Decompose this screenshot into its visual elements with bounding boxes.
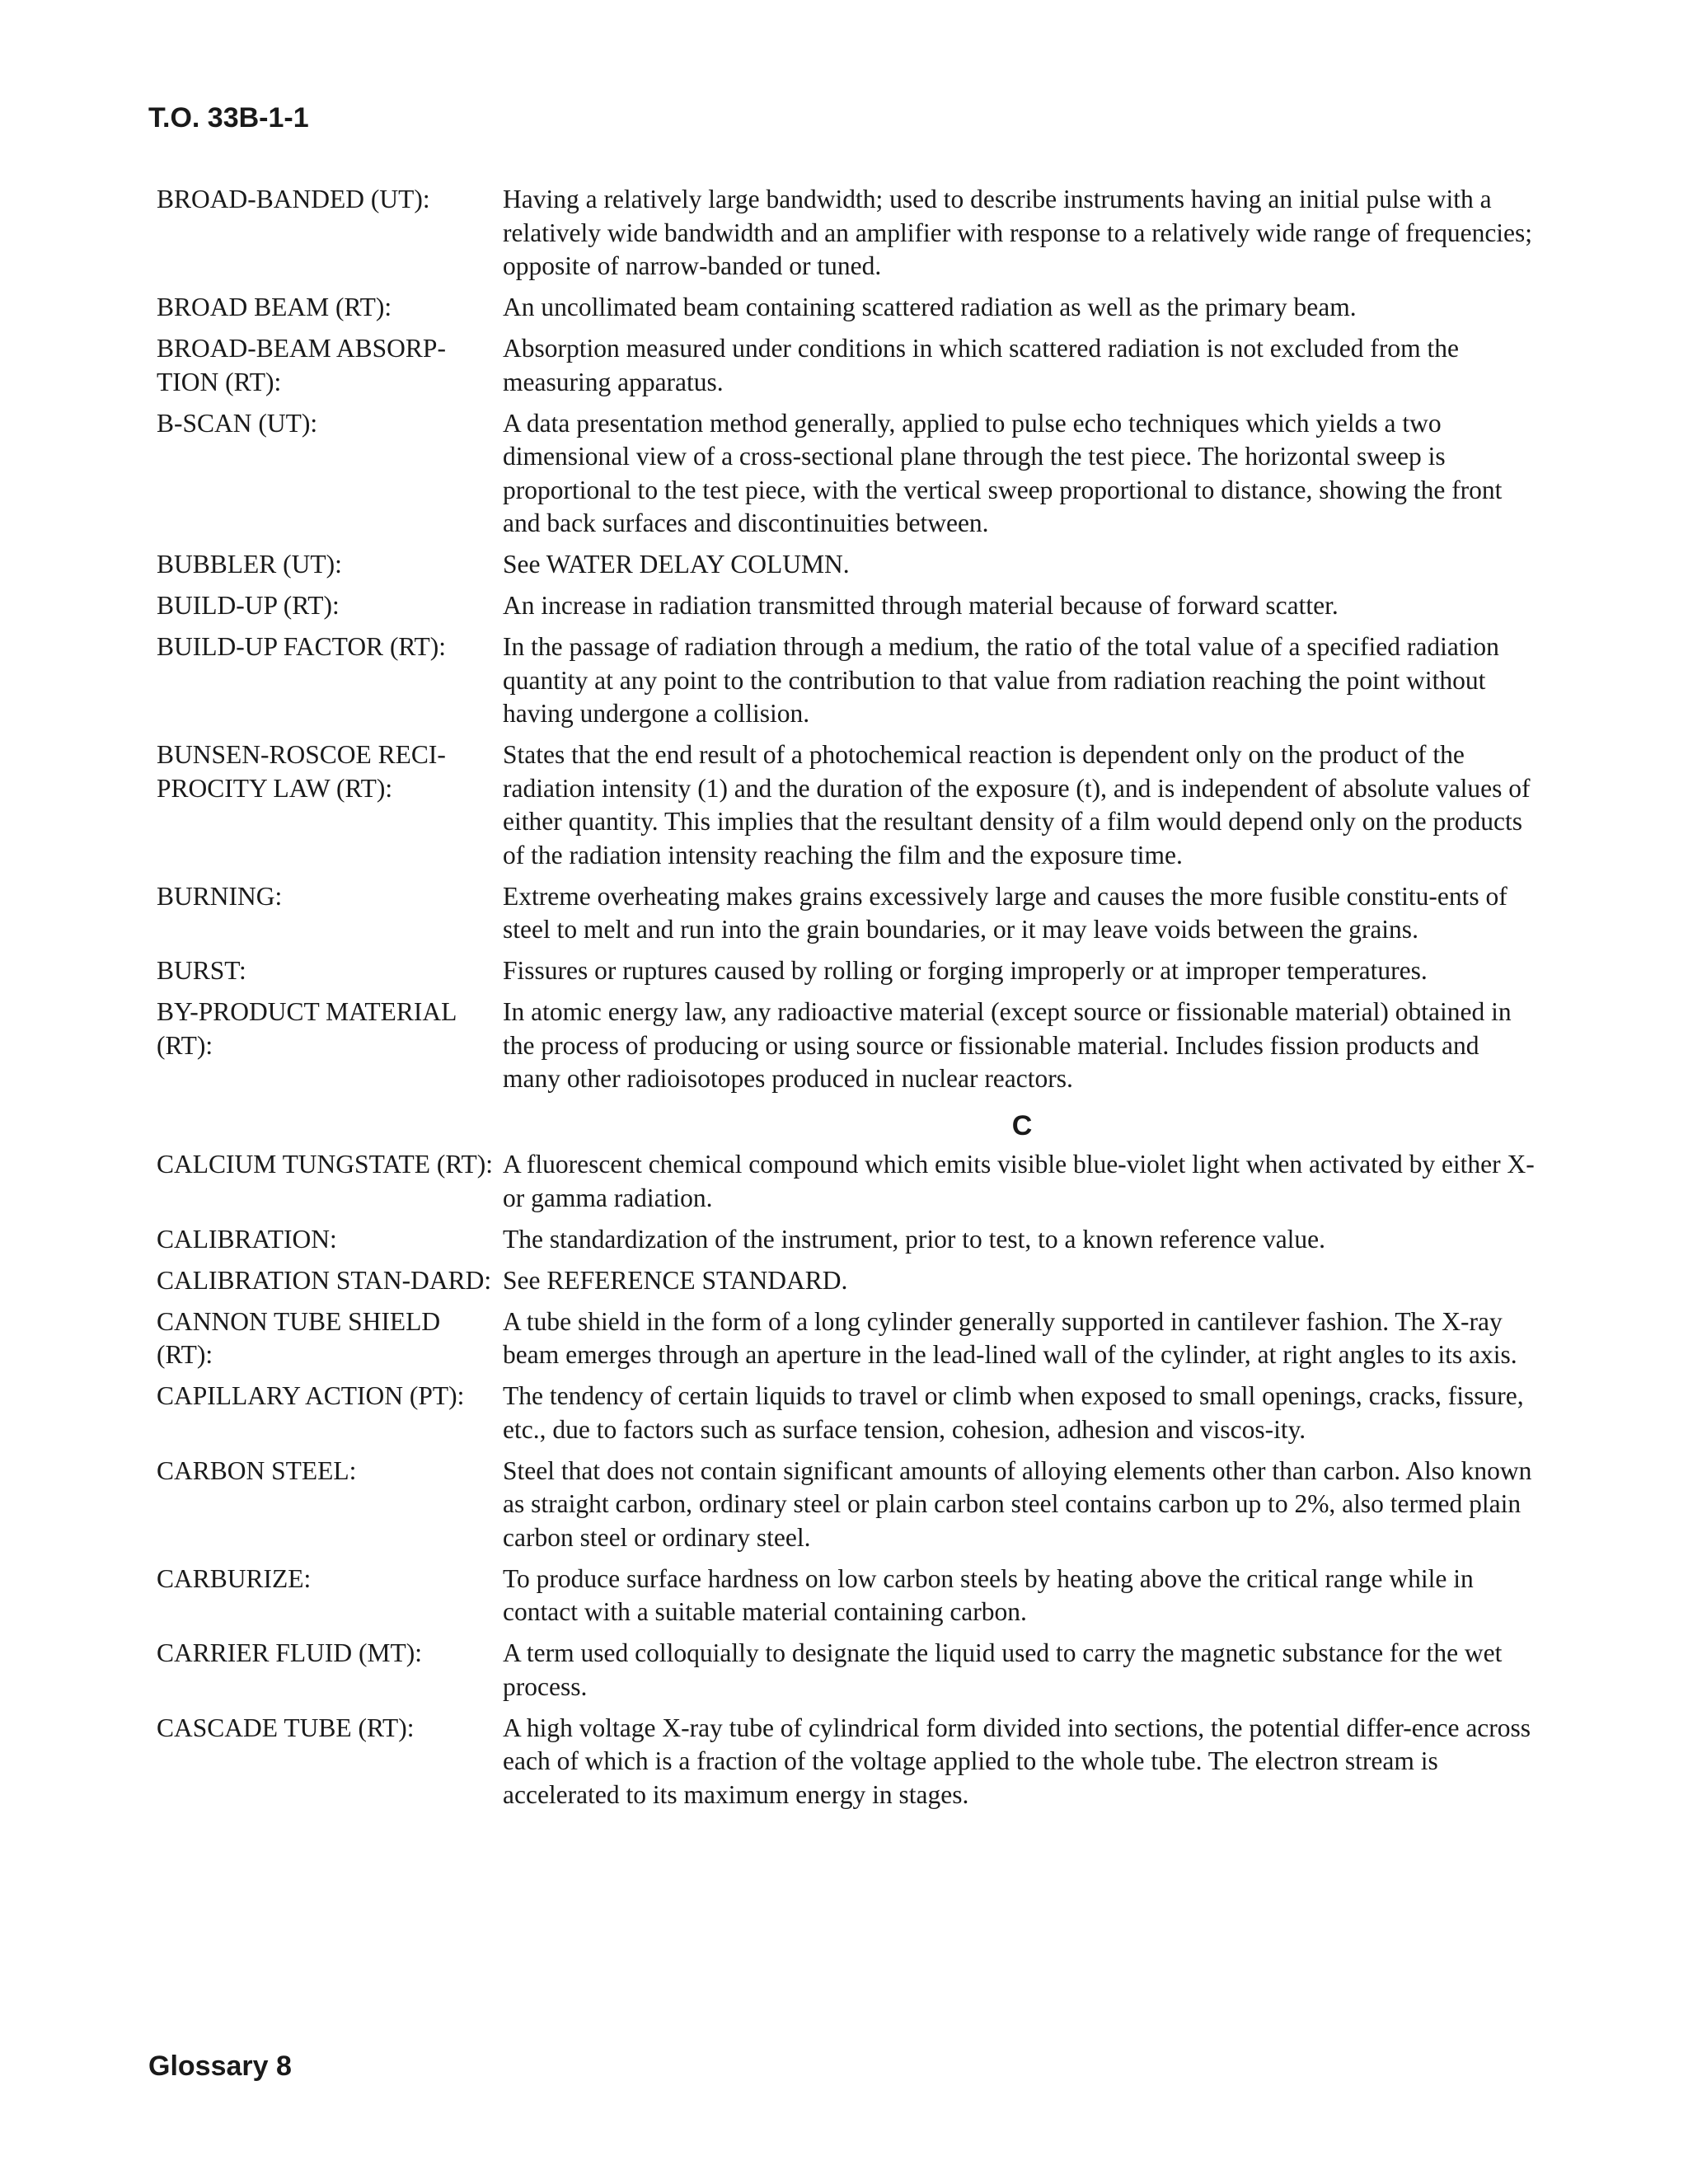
- glossary-term: CARBON STEEL:: [157, 1455, 357, 1485]
- glossary-definition: States that the end result of a photochemical reaction is dependent only on the product of the radiation intensity (1) and the duration of the exposure (t), and is independent of absolute values of either quantity. This implies that the resultant density of a film would depend only on the products of the radiation intensity reaching the film and the exposure time.: [503, 740, 1531, 869]
- section-heading-c: C: [1011, 1110, 1033, 1141]
- glossary-definition: Fissures or ruptures caused by rolling or forging improperly or at improper temperatures.: [503, 956, 1428, 985]
- glossary-term: BROAD-BANDED (UT):: [157, 185, 430, 213]
- glossary-term: BY-PRODUCT MATERIAL (RT):: [157, 997, 457, 1060]
- glossary-definition: An uncollimated beam containing scattered radiation as well as the primary beam.: [503, 293, 1357, 321]
- glossary-term: BUILD-UP (RT):: [157, 591, 340, 620]
- glossary-entry: [157, 1148, 1541, 1215]
- document-number: T.O. 33B-1-1: [148, 102, 309, 134]
- glossary-definition: See REFERENCE STANDARD.: [503, 1265, 848, 1295]
- glossary-term: BUILD-UP FACTOR (RT):: [157, 632, 447, 661]
- glossary-entry: [157, 738, 1541, 872]
- glossary-definition: A data presentation method generally, applied to pulse echo techniques which yields a two dimensional view of a cross-sectional plane through the test piece. The horizontal sweep is proportional to the test piece, with the vertical sweep proportional to distance, showing the front and back surfaces and discontinuities between.: [503, 408, 1503, 537]
- glossary-entry: [157, 954, 1541, 988]
- glossary-entry: [157, 548, 1541, 582]
- glossary-term: BUBBLER (UT):: [157, 550, 342, 579]
- glossary-entry: [157, 291, 1541, 325]
- glossary-definition: The tendency of certain liquids to travel or climb when exposed to small openings, cracks, fissure, etc., due to factors such as surface tension, cohesion, adhesion and viscos-ity.: [503, 1381, 1524, 1444]
- glossary-entry: [157, 1712, 1541, 1812]
- glossary-definition: Extreme overheating makes grains excessively large and causes the more fusible constitu-ents of steel to melt and run into the grain boundaries, or it may leave voids between the grains.: [503, 881, 1507, 944]
- glossary-term: CARBURIZE:: [157, 1563, 312, 1593]
- glossary-entry: [157, 1223, 1541, 1257]
- glossary-entry: [157, 996, 1541, 1096]
- glossary-definition: In the passage of radiation through a medium, the ratio of the total value of a specified radiation quantity at any point to the contribution to that value from radiation reaching the point without having undergone a collision.: [503, 632, 1499, 728]
- glossary-list: [157, 183, 1541, 1820]
- glossary-entry: [157, 183, 1541, 284]
- glossary-entry: [157, 407, 1541, 541]
- glossary-definition: Absorption measured under conditions in which scattered radiation is not excluded from the measuring apparatus.: [503, 334, 1459, 396]
- glossary-entry: [157, 1455, 1541, 1555]
- glossary-term: BURST:: [157, 956, 246, 985]
- glossary-definition: A high voltage X-ray tube of cylindrical form divided into sections, the potential differ-ence across each of which is a fraction of the voltage applied to the whole tube. The electron stream is accelerated to its maximum energy in stages.: [503, 1713, 1531, 1809]
- glossary-definition: See WATER DELAY COLUMN.: [503, 550, 850, 579]
- glossary-term: B-SCAN (UT):: [157, 408, 318, 438]
- glossary-term: CASCADE TUBE (RT):: [157, 1713, 415, 1742]
- glossary-term: BROAD BEAM (RT):: [157, 293, 392, 321]
- glossary-entry: [157, 1305, 1541, 1372]
- glossary-entry: [157, 1563, 1541, 1629]
- glossary-term: BURNING:: [157, 881, 283, 911]
- glossary-definition: Having a relatively large bandwidth; used to describe instruments having an initial pulse with a relatively wide bandwidth and an amplifier with response to a relatively wide range of frequencies; opposite of narrow-banded or tuned.: [503, 185, 1533, 280]
- glossary-term: CANNON TUBE SHIELD (RT):: [157, 1306, 441, 1369]
- glossary-term: BROAD-BEAM ABSORP-TION (RT):: [157, 334, 446, 396]
- glossary-definition: An increase in radiation transmitted through material because of forward scatter.: [503, 591, 1339, 620]
- glossary-entry: [157, 589, 1541, 623]
- glossary-entry: [157, 1637, 1541, 1704]
- glossary-entry: [157, 1264, 1541, 1298]
- glossary-definition: Steel that does not contain significant amounts of alloying elements other than carbon. Also known as straight carbon, ordinary steel or plain carbon steel contains carbon up to 2%, also termed plain carbon steel or ordinary steel.: [503, 1455, 1532, 1552]
- glossary-entry: [157, 880, 1541, 947]
- glossary-term: CALIBRATION:: [157, 1224, 337, 1254]
- page-number: Glossary 8: [148, 2050, 292, 2082]
- glossary-term: BUNSEN-ROSCOE RECI-PROCITY LAW (RT):: [157, 740, 446, 803]
- glossary-definition: The standardization of the instrument, prior to test, to a known reference value.: [503, 1224, 1326, 1254]
- glossary-term: CALCIUM TUNGSTATE (RT):: [157, 1150, 493, 1179]
- glossary-definition: To produce surface hardness on low carbon steels by heating above the critical range while in contact with a suitable material containing carbon.: [503, 1563, 1474, 1626]
- glossary-term: CAPILLARY ACTION (PT):: [157, 1381, 465, 1410]
- glossary-definition: A term used colloquially to designate the liquid used to carry the magnetic substance for the wet process.: [503, 1638, 1503, 1701]
- glossary-entry: [157, 1380, 1541, 1446]
- glossary-definition: In atomic energy law, any radioactive material (except source or fissionable material) obtained in the process of producing or using source or fissionable material. Includes fission products and many other radioisotopes produced in nuclear reactors.: [503, 997, 1512, 1093]
- glossary-entry: [157, 630, 1541, 731]
- glossary-term: CARRIER FLUID (MT):: [157, 1638, 422, 1667]
- glossary-definition: A fluorescent chemical compound which emits visible blue-violet light when activated by either X- or gamma radiation.: [503, 1150, 1535, 1212]
- glossary-term: CALIBRATION STAN-DARD:: [157, 1265, 492, 1295]
- glossary-definition: A tube shield in the form of a long cylinder generally supported in cantilever fashion. The X-ray beam emerges through an aperture in the lead-lined wall of the cylinder, at right angles to its axis.: [503, 1306, 1517, 1369]
- glossary-entry: [157, 332, 1541, 399]
